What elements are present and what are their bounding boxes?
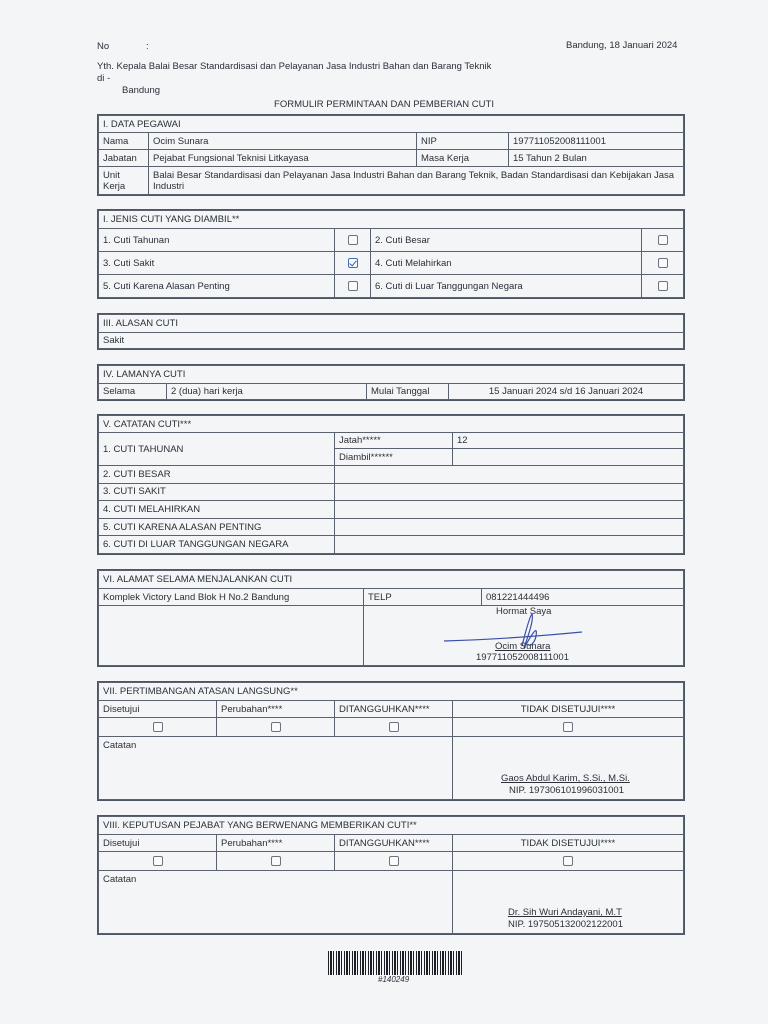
- section-jenis-cuti: [97, 209, 685, 299]
- diambil-value: [453, 449, 684, 466]
- catatan-row: 4. CUTI MELAHIRKAN: [99, 501, 335, 519]
- cuti-sakit-checkbox[interactable]: [335, 252, 371, 275]
- telp-label: TELP: [364, 589, 482, 606]
- nip-value: 197711052008111001: [509, 133, 684, 150]
- empty-cell: [99, 606, 364, 666]
- checkbox-icon[interactable]: [153, 856, 163, 866]
- section-catatan-cuti: [97, 414, 685, 555]
- selama-label: Selama: [99, 384, 167, 400]
- unit-kerja-value: Balai Besar Standardisasi dan Pelayanan Jasa Industri Bahan dan Barang Teknik, Badan Standardisasi dan Kebijakan Jasa Industri: [149, 167, 684, 195]
- mulai-label: Mulai Tanggal: [367, 384, 449, 400]
- nama-label: Nama: [99, 133, 149, 150]
- addressee-di: di -: [97, 73, 111, 84]
- section-title: V. CATATAN CUTI***: [99, 416, 684, 433]
- jabatan-label: Jabatan: [99, 150, 149, 167]
- checkbox-icon[interactable]: [271, 722, 281, 732]
- section-title: III. ALASAN CUTI: [99, 315, 684, 333]
- disetujui-checkbox[interactable]: [99, 718, 217, 737]
- cuti-tahunan-row: 1. CUTI TAHUNAN: [99, 433, 335, 466]
- cuti-besar-checkbox[interactable]: [642, 229, 684, 252]
- perubahan-checkbox[interactable]: [217, 852, 335, 871]
- employee-name: Ocim Sunara: [495, 641, 551, 652]
- checkbox-icon[interactable]: [658, 235, 668, 245]
- catatan-cell: [335, 501, 684, 519]
- section-title: I. JENIS CUTI YANG DIAMBIL**: [99, 211, 684, 229]
- section-title: VIII. KEPUTUSAN PEJABAT YANG BERWENANG MEMBERIKAN CUTI**: [99, 817, 684, 835]
- checkbox-icon[interactable]: [389, 856, 399, 866]
- col-disetujui: Disetujui: [99, 701, 217, 718]
- unit-kerja-label: Unit Kerja: [99, 167, 149, 195]
- pejabat-nip: NIP. 197505132002122001: [508, 919, 623, 930]
- checkbox-icon[interactable]: [658, 258, 668, 268]
- col-perubahan: Perubahan****: [217, 701, 335, 718]
- no-label: No: [97, 41, 110, 52]
- section-alasan-cuti: [97, 313, 685, 350]
- selama-value: 2 (dua) hari kerja: [167, 384, 367, 400]
- cuti-option-label: 1. Cuti Tahunan: [99, 229, 335, 252]
- checkbox-icon[interactable]: [658, 281, 668, 291]
- col-tidak-disetujui: TIDAK DISETUJUI****: [453, 835, 684, 852]
- nip-label: NIP: [417, 133, 509, 150]
- no-colon: :: [146, 41, 149, 52]
- barcode: [328, 951, 464, 975]
- catatan-cell: [335, 536, 684, 554]
- section-alamat: [97, 569, 685, 667]
- cuti-melahirkan-checkbox[interactable]: [642, 252, 684, 275]
- ditangguhkan-checkbox[interactable]: [335, 852, 453, 871]
- col-ditangguhkan: DITANGGUHKAN****: [335, 835, 453, 852]
- section-title: IV. LAMANYA CUTI: [99, 366, 684, 384]
- mulai-value: 15 Januari 2024 s/d 16 Januari 2024: [449, 384, 684, 400]
- diambil-label: Diambil******: [335, 449, 453, 466]
- cuti-luar-tanggungan-checkbox[interactable]: [642, 275, 684, 298]
- ditangguhkan-checkbox[interactable]: [335, 718, 453, 737]
- jatah-value: 12: [453, 433, 684, 449]
- catatan-cell: [335, 518, 684, 536]
- catatan-label: Catatan: [99, 737, 453, 800]
- disetujui-checkbox[interactable]: [99, 852, 217, 871]
- cuti-option-label: 5. Cuti Karena Alasan Penting: [99, 275, 335, 298]
- barcode-number: #140249: [378, 975, 410, 984]
- tidak-disetujui-checkbox[interactable]: [453, 852, 684, 871]
- letter-date: Bandung, 18 Januari 2024: [566, 40, 678, 51]
- pejabat-name: Dr. Sih Wuri Andayani, M.T: [508, 907, 622, 918]
- jatah-label: Jatah*****: [335, 433, 453, 449]
- col-disetujui: Disetujui: [99, 835, 217, 852]
- catatan-row: 3. CUTI SAKIT: [99, 483, 335, 501]
- section-lamanya-cuti: [97, 364, 685, 401]
- cuti-alasan-penting-checkbox[interactable]: [335, 275, 371, 298]
- jabatan-value: Pejabat Fungsional Teknisi Litkayasa: [149, 150, 417, 167]
- perubahan-checkbox[interactable]: [217, 718, 335, 737]
- form-title: FORMULIR PERMINTAAN DAN PEMBERIAN CUTI: [274, 99, 494, 110]
- catatan-row: 5. CUTI KARENA ALASAN PENTING: [99, 518, 335, 536]
- checkbox-icon[interactable]: [348, 235, 358, 245]
- alamat-value: Komplek Victory Land Blok H No.2 Bandung: [99, 589, 364, 606]
- employee-nip: 197711052008111001: [476, 652, 569, 663]
- tidak-disetujui-checkbox[interactable]: [453, 718, 684, 737]
- cuti-option-label: 4. Cuti Melahirkan: [371, 252, 642, 275]
- masa-kerja-label: Masa Kerja: [417, 150, 509, 167]
- section-title: I. DATA PEGAWAI: [99, 116, 684, 133]
- cuti-tahunan-checkbox[interactable]: [335, 229, 371, 252]
- checkbox-icon[interactable]: [563, 722, 573, 732]
- checkbox-icon[interactable]: [348, 281, 358, 291]
- addressee: Yth. Kepala Balai Besar Standardisasi dan Pelayanan Jasa Industri Bahan dan Barang Teknik: [97, 61, 492, 72]
- checked-checkbox-icon[interactable]: [348, 258, 358, 268]
- alasan-value: Sakit: [99, 333, 684, 349]
- nama-value: Ocim Sunara: [149, 133, 417, 150]
- addressee-city: Bandung: [122, 85, 161, 96]
- checkbox-icon[interactable]: [389, 722, 399, 732]
- section-data-pegawai: [97, 114, 685, 196]
- checkbox-icon[interactable]: [271, 856, 281, 866]
- section-title: VI. ALAMAT SELAMA MENJALANKAN CUTI: [99, 571, 684, 589]
- telp-value: 081221444496: [482, 589, 684, 606]
- cuti-option-label: 6. Cuti di Luar Tanggungan Negara: [371, 275, 642, 298]
- col-ditangguhkan: DITANGGUHKAN****: [335, 701, 453, 718]
- cuti-option-label: 2. Cuti Besar: [371, 229, 642, 252]
- catatan-row: 2. CUTI BESAR: [99, 466, 335, 484]
- atasan-name: Gaos Abdul Karim, S.Si., M.Si.: [501, 773, 630, 784]
- atasan-nip: NIP. 197306101996031001: [509, 785, 624, 796]
- catatan-row: 6. CUTI DI LUAR TANGGUNGAN NEGARA: [99, 536, 335, 554]
- catatan-cell: [335, 483, 684, 501]
- catatan-cell: [335, 466, 684, 484]
- catatan-label: Catatan: [99, 871, 453, 934]
- cuti-option-label: 3. Cuti Sakit: [99, 252, 335, 275]
- section-title: VII. PERTIMBANGAN ATASAN LANGSUNG**: [99, 683, 684, 701]
- checkbox-icon[interactable]: [153, 722, 163, 732]
- checkbox-icon[interactable]: [563, 856, 573, 866]
- col-perubahan: Perubahan****: [217, 835, 335, 852]
- hormat-saya: Hormat Saya: [496, 606, 552, 617]
- col-tidak-disetujui: TIDAK DISETUJUI****: [453, 701, 684, 718]
- masa-kerja-value: 15 Tahun 2 Bulan: [509, 150, 684, 167]
